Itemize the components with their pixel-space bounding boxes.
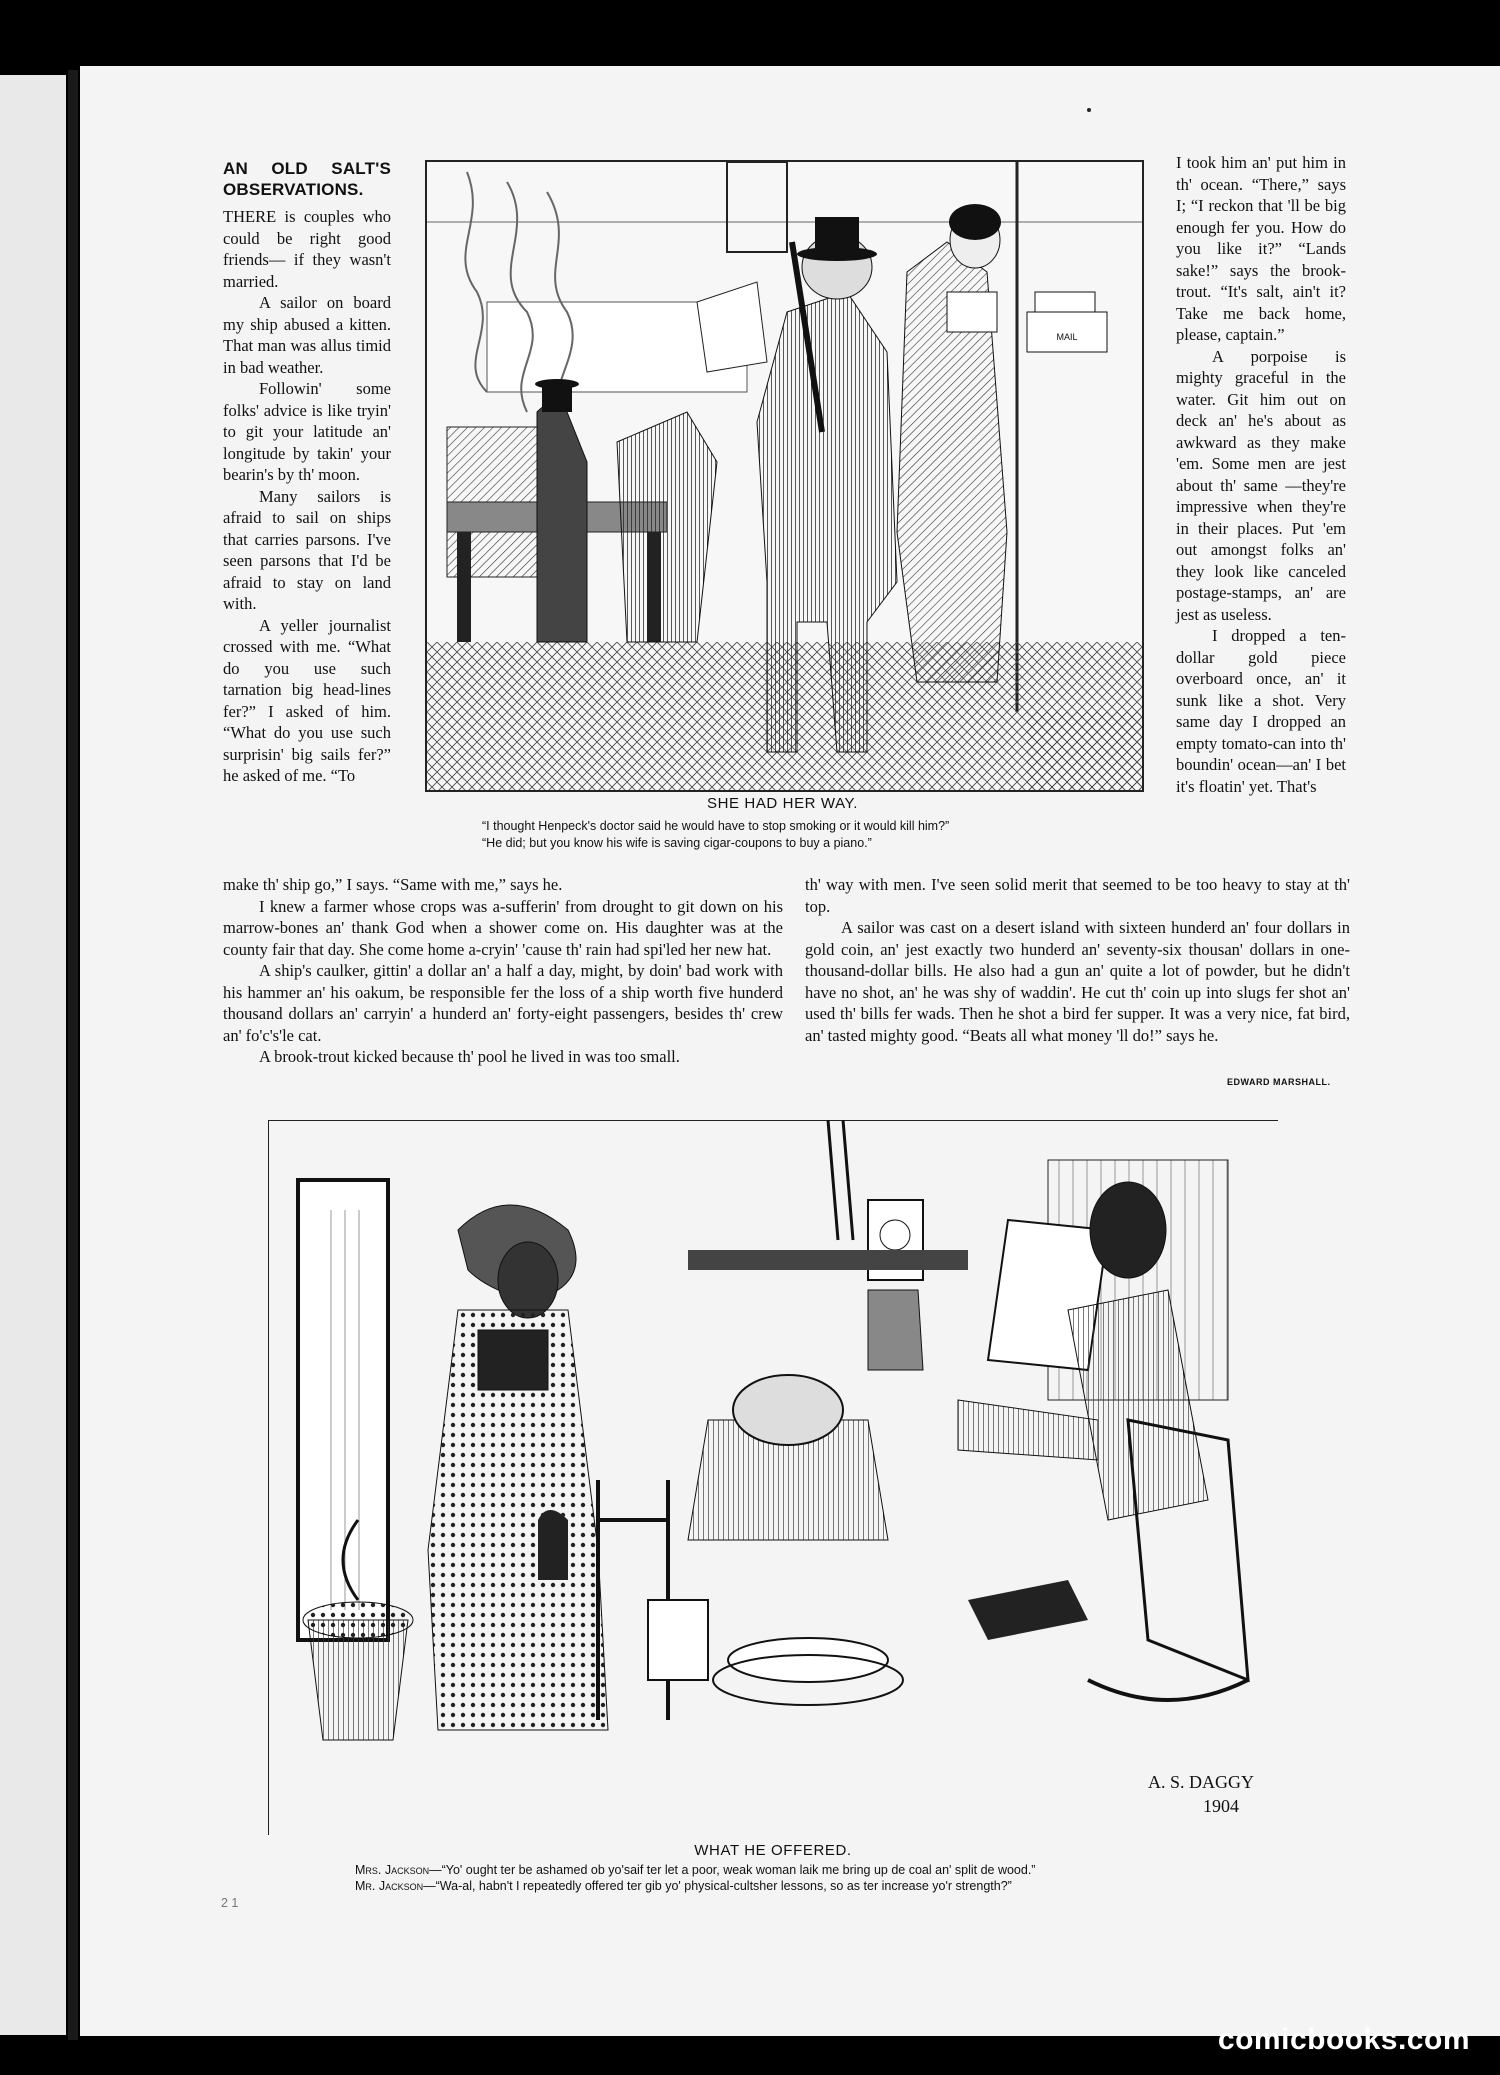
cartoon1-title: SHE HAD HER WAY. xyxy=(706,795,859,812)
paragraph: I dropped a ten-dollar gold piece overboard once, an' it sunk like a shot. Very same day I dropped an empty tomato-can into th' boundin' ocean—an' I bet it's floatin' yet. That's xyxy=(1176,626,1346,796)
paragraph: A brook-trout kicked because th' pool he lived in was too small. xyxy=(259,1047,680,1066)
article-byline: EDWARD MARSHALL. xyxy=(1227,1077,1331,1087)
paragraph: A sailor was cast on a desert island with sixteen hunderd an' four dollars in gold coin, an' jest exactly two hunderd an' seventy-six thousan' dollars in one-thousand-dollar bills. He also had a gun an' quite a lot of powder, but he didn't have no shot, an' he was shy of waddin'. He cut th' coin up into slugs fer shot an' used th' bills fer wads. Then he shot a bird fer supper. It was a very nice, fat bird, an' tasted mighty good. “Beats all what money 'll do!” says he. xyxy=(805,918,1350,1045)
paragraph: th' way with men. I've seen solid merit that seemed to be too heavy to stay at th' top. xyxy=(805,875,1350,916)
cartoon-what-he-offered xyxy=(268,1120,1278,1835)
speaker-name: Mr. Jackson xyxy=(355,1879,424,1893)
dialogue-text: —“Yo' ought ter be ashamed ob yo'saif ter let a poor, weak woman laik me bring up de coal an' split de wood.” xyxy=(429,1863,1036,1877)
dialogue-text: —“Wa-al, habn't I repeatedly offered ter gib yo' physical-cultsher lessons, so as ter increase yo'r strength?” xyxy=(423,1879,1012,1893)
watermark: comicbooks.com xyxy=(1217,2023,1470,2056)
paragraph: A yeller journalist crossed with me. “What do you use such tarnation big head-lines fer?” I asked of him. “What do you use such surprisin' big sails fer?” he asked of me. “To xyxy=(223,615,391,785)
cartoon1-caption-line2: “He did; but you know his wife is saving cigar-coupons to buy a piano.” xyxy=(482,836,872,850)
cartoon-she-had-her-way xyxy=(425,160,1144,792)
cartoon2-caption-line2 xyxy=(355,1878,1012,1894)
paragraph: A sailor on board my ship abused a kitten. That man was allus timid in bad weather. xyxy=(223,293,391,377)
article-bottom-left-column xyxy=(223,874,783,1068)
speaker-name: Mrs. Jackson xyxy=(355,1863,430,1877)
cartoon2-title: WHAT HE OFFERED. xyxy=(694,1842,852,1859)
paragraph: make th' ship go,” I says. “Same with me,” says he. xyxy=(223,875,563,894)
paragraph: THERE is couples who could be right good friends— if they wasn't married. xyxy=(223,207,391,291)
artist-signature-name: A. S. DAGGY xyxy=(1148,1772,1255,1792)
binding-gutter xyxy=(68,70,78,2040)
article-right-column xyxy=(1176,152,1346,797)
article-left-column xyxy=(223,158,391,787)
cartoon2-caption-line1 xyxy=(355,1862,1035,1878)
paragraph: I knew a farmer whose crops was a-sufferin' from drought to git down on his marrow-bones an' thank God when a shower come on. His daughter was at the county fair that day. She come home a-cryin' 'cause th' rain had spi'led her new hat. xyxy=(223,896,783,959)
paragraph: A ship's caulker, gittin' a dollar an' a half a day, might, by doin' bad work with his hammer an' his oakum, be responsible fer the loss of a ship worth five hunderd thousand dollars an' carryin' a hunderd an' forty-eight passengers, besides th' crew an' fo'c's'le cat. xyxy=(223,961,783,1045)
paragraph: A porpoise is mighty graceful in the water. Git him out on deck an' he's about as awkward as they make 'em. Some men are jest about th' same —they're impressive when they're in their places. Put 'em out amongst folks an' they look like canceled postage-stamps, an' are jest as useless. xyxy=(1176,346,1346,624)
paragraph: Followin' some folks' advice is like tryin' to git your latitude an' longitude by takin' your bearin's by th' moon. xyxy=(223,379,391,484)
paragraph: Many sailors is afraid to sail on ships that carries parsons. I've seen parsons that I'd be afraid to stay on land with. xyxy=(223,486,391,613)
article-bottom-right-column xyxy=(805,874,1350,1046)
paragraph: I took him an' put him in th' ocean. “There,” says I; “I reckon that 'll be big enough fer you. How do you like it?” “Lands sake!” says the brook-trout. “It's salt, ain't it? Take me back home, please, captain.” xyxy=(1176,153,1346,344)
cartoon1-caption-line1: “I thought Henpeck's doctor said he would have to stop smoking or it would kill him?” xyxy=(482,819,950,833)
page-mark: 2 1 xyxy=(221,1896,239,1910)
artist-signature-year: 1904 xyxy=(1203,1796,1239,1816)
article-title: AN OLD SALT'S OBSERVATIONS. xyxy=(223,159,391,199)
left-page-edge xyxy=(0,75,66,2035)
mail-sign-text: MAIL xyxy=(1056,332,1078,342)
print-dot xyxy=(1087,108,1091,112)
